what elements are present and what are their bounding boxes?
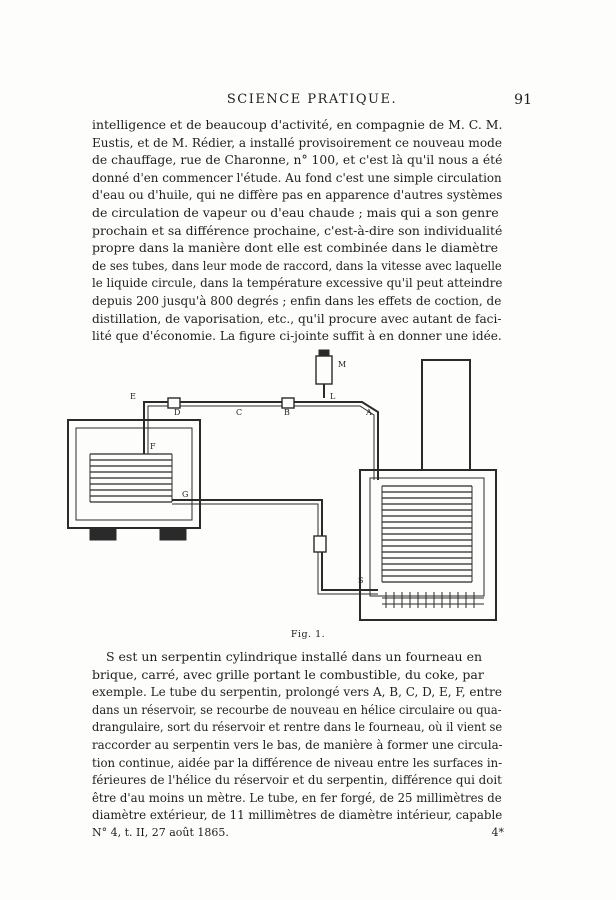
text-line: drangulaire, sort du réservoir et rentre dans le fourneau, où il vient se bbox=[92, 719, 503, 735]
page-footer bbox=[92, 826, 504, 842]
paragraph-description bbox=[92, 648, 502, 824]
text-line: propre dans la manière dont elle est combinée dans le diamètre bbox=[92, 240, 498, 256]
label-g: G bbox=[182, 490, 189, 499]
text-line: intelligence et de beaucoup d'activité, en compagnie de M. C. M. bbox=[92, 117, 503, 132]
serpentine-coil bbox=[382, 486, 472, 582]
reservoir-inner bbox=[76, 428, 192, 520]
paragraph-intro bbox=[92, 116, 502, 345]
text-line: Eustis, et de M. Rédier, a installé provisoirement ce nouveau mode bbox=[92, 134, 502, 150]
joint-lower bbox=[314, 536, 326, 552]
reservoir-foot-right bbox=[160, 528, 186, 540]
figure-heating-circuit bbox=[60, 340, 580, 630]
text-line: de circulation de vapeur ou d'eau chaude ; mais qui a son genre bbox=[92, 204, 499, 220]
text-line: d'eau ou d'huile, qui ne diffère pas en apparence d'autres systèmes bbox=[92, 187, 503, 203]
label-s: S bbox=[358, 576, 364, 585]
issue-line: N° 4, t. II, 27 août 1865. bbox=[92, 826, 229, 839]
grate bbox=[382, 592, 484, 608]
text-line: être d'au moins un mètre. Le tube, en fer forgé, de 25 millimètres de bbox=[92, 789, 502, 805]
text-line: de chauffage, rue de Charonne, n° 100, et c'est là qu'il nous a été bbox=[92, 152, 503, 168]
label-f: F bbox=[150, 442, 156, 451]
text-line: depuis 200 jusqu'à 800 degrés ; enfin dans les effets de coction, de bbox=[92, 292, 502, 308]
text-line: dans un réservoir, se recourbe de nouveau en hélice circulaire ou qua- bbox=[92, 701, 502, 717]
label-a: A bbox=[366, 408, 372, 417]
label-e: E bbox=[130, 392, 136, 401]
text-line: raccorder au serpentin vers le bas, de manière à former une circula- bbox=[92, 736, 503, 752]
joint-b bbox=[282, 398, 294, 408]
pipe-bottom bbox=[172, 500, 378, 590]
text-line: de ses tubes, dans leur mode de raccord, dans la vitesse avec laquelle bbox=[92, 257, 502, 273]
label-c: C bbox=[236, 408, 243, 417]
text-line: distillation, de vaporisation, etc., qu'il procure avec autant de faci- bbox=[92, 310, 502, 326]
text-line: tion continue, aidée par la différence de niveau entre les surfaces in- bbox=[92, 754, 503, 770]
valve-m bbox=[316, 356, 332, 384]
reservoir-coil bbox=[90, 454, 172, 502]
text-line: prochain et sa différence prochaine, c'est-à-dire son individualité bbox=[92, 222, 503, 238]
label-d: D bbox=[174, 408, 181, 417]
reservoir bbox=[68, 420, 200, 528]
label-b: B bbox=[284, 408, 290, 417]
label-l: L bbox=[330, 392, 336, 401]
figure-caption: Fig. 1. bbox=[290, 629, 326, 640]
page-number: 91 bbox=[514, 92, 532, 108]
text-line: lité que d'économie. La figure ci-jointe suffit à en donner une idée. bbox=[92, 328, 502, 344]
signature-mark: 4* bbox=[491, 826, 504, 839]
text-line: donné d'en commencer l'étude. Au fond c'est une simple circulation bbox=[92, 169, 502, 185]
running-title: SCIENCE PRATIQUE. bbox=[226, 92, 398, 107]
page-header bbox=[92, 92, 532, 110]
furnace-inner bbox=[370, 478, 484, 596]
text-line: le liquide circule, dans la température excessive qu'il peut atteindre bbox=[92, 275, 503, 291]
text-line: férieures de l'hélice du réservoir et du serpentin, différence qui doit bbox=[92, 772, 502, 788]
chimney bbox=[422, 360, 470, 470]
text-line: diamètre extérieur, de 11 millimètres de diamètre intérieur, capable bbox=[92, 807, 503, 823]
text-line: brique, carré, avec grille portant le combustible, du coke, par bbox=[92, 666, 484, 682]
text-line: exemple. Le tube du serpentin, prolongé vers A, B, C, D, E, F, entre bbox=[92, 684, 502, 700]
text-line: S est un serpentin cylindrique installé dans un fourneau en bbox=[106, 649, 483, 664]
figure-drawing bbox=[60, 340, 580, 630]
label-m: M bbox=[338, 360, 347, 369]
reservoir-foot-left bbox=[90, 528, 116, 540]
joint-d bbox=[168, 398, 180, 408]
